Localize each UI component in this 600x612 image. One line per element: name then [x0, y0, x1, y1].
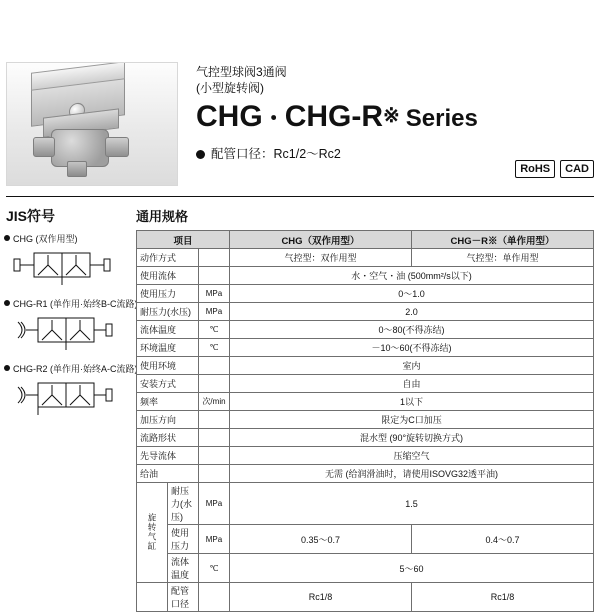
bullet-icon — [4, 365, 10, 371]
table-row — [137, 429, 594, 447]
cell-value-span: 无需 (给润滑油时，请使用ISOVG32透平油) — [230, 465, 594, 483]
badge-group — [515, 160, 594, 178]
cell-unit: ℃ — [199, 321, 230, 339]
header-divider — [6, 196, 594, 197]
series-name-primary: CHG — [196, 100, 263, 133]
jis-symbol-chg-r2 — [4, 362, 138, 419]
cell-item: 环境温度 — [137, 339, 199, 357]
cell-unit — [199, 465, 230, 483]
series-separator-dot: ・ — [262, 106, 285, 131]
cell-item: 使用环境 — [137, 357, 199, 375]
cell-value-span: 限定为C口加压 — [230, 411, 594, 429]
series-word: Series — [405, 105, 478, 132]
cell-unit: ℃ — [199, 554, 230, 583]
cell-unit — [199, 429, 230, 447]
table-row — [137, 375, 594, 393]
cell-unit — [199, 411, 230, 429]
table-row — [137, 411, 594, 429]
cell-unit — [199, 447, 230, 465]
table-row — [137, 525, 594, 554]
jis-symbol-chg-label — [4, 232, 130, 245]
jis-symbol-chg-r1 — [4, 297, 138, 354]
jis-symbol-chg-r1-text: CHG-R1 (单作用·始终B-C流路) — [13, 299, 138, 309]
table-row — [137, 447, 594, 465]
cell-value-span: 混水型 (90°旋转切换方式) — [230, 429, 594, 447]
jis-section-title: JIS符号 — [6, 208, 56, 224]
cell-value-chgr: 气控型：单作用型 — [412, 249, 594, 267]
product-subtitle-line2: (小型旋转阀) — [196, 81, 264, 95]
header-text-block — [196, 64, 596, 162]
bullet-icon — [4, 235, 10, 241]
table-body — [137, 249, 594, 612]
cell-unit — [199, 375, 230, 393]
bullet-icon — [4, 300, 10, 306]
table-row — [137, 339, 594, 357]
port-size-label: 配管口径：Rc1/2～Rc2 — [211, 147, 341, 161]
cell-item: 先导流体 — [137, 447, 199, 465]
table-row — [137, 321, 594, 339]
table-header-row — [137, 231, 594, 249]
cell-value-span: 5～60 — [230, 554, 594, 583]
cell-unit: MPa — [199, 525, 230, 554]
cell-unit — [199, 357, 230, 375]
cell-value-chg: 气控型：双作用型 — [230, 249, 412, 267]
cell-unit: MPa — [199, 483, 230, 525]
cell-item: 加压方向 — [137, 411, 199, 429]
valve-port-right-shape — [105, 137, 129, 157]
cell-item: 使用压力 — [168, 525, 199, 554]
jis-symbol-chg — [4, 232, 130, 289]
series-name-secondary: CHG-R — [284, 100, 384, 133]
cell-value-span: －10～60(不得冻结) — [230, 339, 594, 357]
cell-value-span: 0～80(不得冻结) — [230, 321, 594, 339]
cell-item: 耐压力(水压) — [168, 483, 199, 525]
valve-port-bottom-shape — [67, 161, 87, 177]
table-row — [137, 249, 594, 267]
cell-value-span: 1.5 — [230, 483, 594, 525]
table-row — [137, 483, 594, 525]
product-photo-image — [7, 63, 177, 185]
jis-symbol-chg-r1-diagram — [12, 310, 116, 354]
cell-item: 使用流体 — [137, 267, 199, 285]
cell-item: 安装方式 — [137, 375, 199, 393]
jis-symbol-chg-text: CHG (双作用型) — [13, 234, 78, 244]
cell-unit: ℃ — [199, 339, 230, 357]
jis-symbol-chg-r2-text: CHG-R2 (单作用·始终A-C流路) — [13, 364, 138, 374]
cell-item: 流体温度 — [168, 554, 199, 583]
cell-value-span: 自由 — [230, 375, 594, 393]
table-row — [137, 267, 594, 285]
cell-value-span: 水・空气・油 (500mm²/s以下) — [230, 267, 594, 285]
cell-item: 流体温度 — [137, 321, 199, 339]
cell-value-span: 室内 — [230, 357, 594, 375]
jis-symbol-chg-diagram — [12, 245, 116, 289]
cell-value-chgr: Rc1/8 — [412, 583, 594, 612]
valve-port-left-shape — [33, 137, 55, 157]
cell-value-chg: 0.35～0.7 — [230, 525, 412, 554]
th-chg: CHG（双作用型） — [230, 231, 412, 249]
cell-item: 动作方式 — [137, 249, 199, 267]
spacer-cell — [137, 583, 168, 612]
product-photo — [6, 62, 178, 186]
table-row — [137, 465, 594, 483]
cell-item: 流路形状 — [137, 429, 199, 447]
cell-unit — [199, 249, 230, 267]
cell-unit: MPa — [199, 285, 230, 303]
cell-unit — [199, 583, 230, 612]
rohs-badge: RoHS — [515, 160, 555, 178]
spec-section-title: 通用规格 — [136, 209, 189, 224]
jis-symbol-chg-r2-label — [4, 362, 138, 375]
cell-value-span: 1以下 — [230, 393, 594, 411]
cell-unit: MPa — [199, 303, 230, 321]
table-row — [137, 285, 594, 303]
cell-unit: 次/min — [199, 393, 230, 411]
th-item: 项目 — [137, 231, 230, 249]
table-row — [137, 303, 594, 321]
cell-item: 频率 — [137, 393, 199, 411]
cell-value-span: 0～1.0 — [230, 285, 594, 303]
series-title — [196, 100, 596, 134]
cell-item: 使用压力 — [137, 285, 199, 303]
cad-badge: CAD — [560, 160, 594, 178]
cell-value-span: 2.0 — [230, 303, 594, 321]
jis-symbol-chg-r2-diagram — [12, 375, 116, 419]
series-asterisk-mark: ※ — [383, 105, 400, 127]
rot-cylinder-group-label: 旋转气缸 — [137, 483, 168, 583]
table-row — [137, 583, 594, 612]
jis-symbol-chg-r1-label — [4, 297, 138, 310]
cell-item: 配管口径 — [168, 583, 199, 612]
table-row — [137, 393, 594, 411]
cell-unit — [199, 267, 230, 285]
spec-section — [136, 206, 596, 612]
cell-value-chg: Rc1/8 — [230, 583, 412, 612]
cell-item: 给油 — [137, 465, 199, 483]
cell-value-chgr: 0.4～0.7 — [412, 525, 594, 554]
cell-item: 耐压力(水压) — [137, 303, 199, 321]
document-header — [0, 62, 600, 194]
product-subtitle-line1: 气控型球阀3通阀 — [196, 65, 287, 79]
th-chg-r: CHG－R※（单作用型） — [412, 231, 594, 249]
jis-symbol-section — [4, 206, 138, 427]
spec-table — [136, 230, 594, 612]
bullet-icon — [196, 150, 205, 159]
cell-value-span: 压缩空气 — [230, 447, 594, 465]
table-row — [137, 357, 594, 375]
table-row — [137, 554, 594, 583]
